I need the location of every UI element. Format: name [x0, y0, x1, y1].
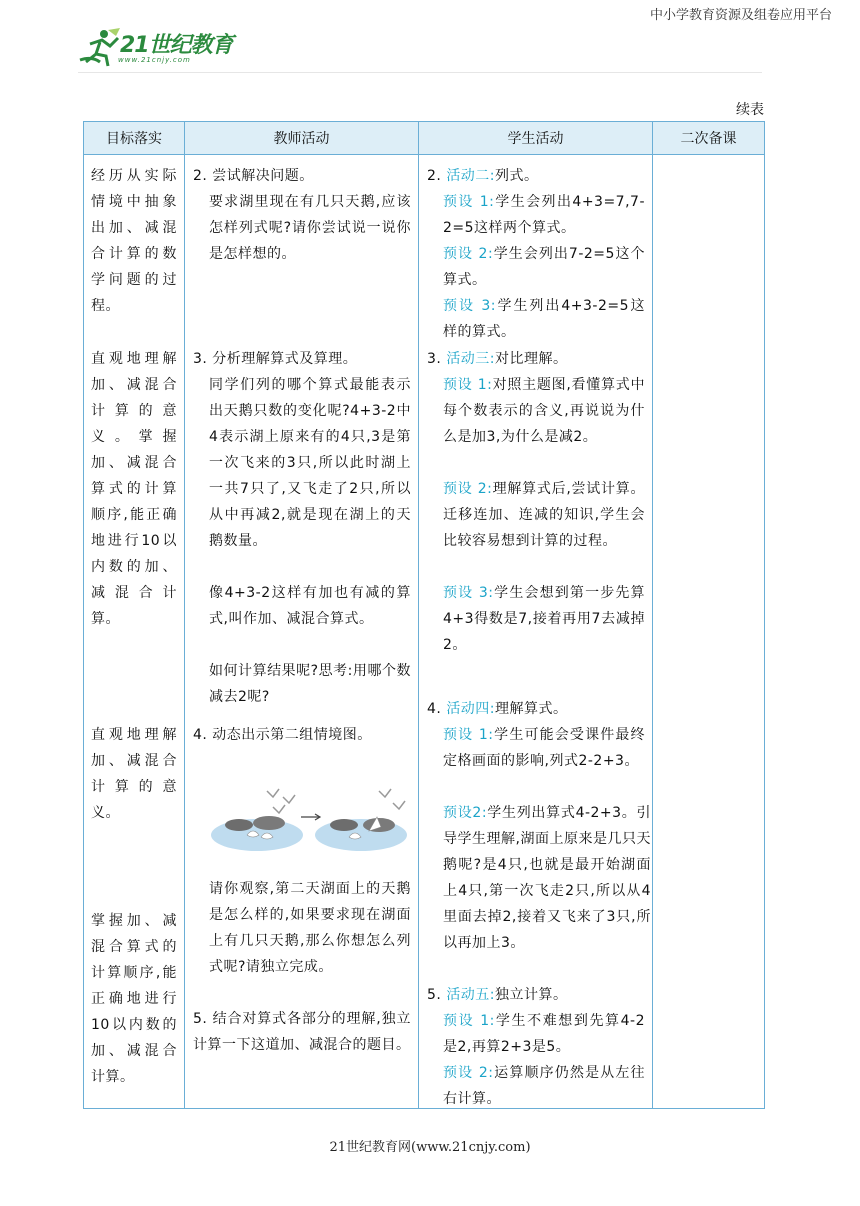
logo-url: www.21cnjy.com	[118, 56, 191, 64]
header-divider	[78, 72, 762, 73]
student-activity-5	[427, 982, 645, 1008]
logo-text: 21世纪教育	[120, 33, 233, 58]
header-student: 学生活动	[419, 122, 653, 155]
activity-title: 列式。	[495, 168, 539, 184]
preset-label: 预设 1:	[443, 377, 493, 393]
teacher-step-2-text: 要求湖里现在有几只天鹅,应该怎样列式呢?请你尝试说一说你是怎样想的。	[209, 194, 411, 262]
student-preset	[443, 476, 645, 554]
revision-cell	[653, 155, 765, 1109]
activity-number: 3.	[427, 351, 442, 367]
activity-title: 理解算式。	[495, 701, 568, 717]
preset-label: 预设 1:	[443, 194, 495, 210]
goal-2: 直观地理解加、减混合计算的意义。掌握加、减混合算式的计算顺序,能正确地进行10以内数的加、减混合计算。	[91, 351, 177, 627]
activity-title: 对比理解。	[495, 351, 568, 367]
header-revision: 二次备课	[653, 122, 765, 155]
preset-label: 预设 3:	[443, 298, 496, 314]
student-preset	[443, 189, 645, 241]
preset-label: 预设 1:	[443, 727, 494, 743]
header-goals: 目标落实	[84, 122, 185, 155]
preset-text: 学生会想到第一步先算4+3得数是7,接着再用7去减掉2。	[443, 585, 646, 653]
goals-cell	[84, 155, 185, 1109]
activity-label: 活动三:	[446, 351, 496, 367]
preset-label: 预设 2:	[443, 481, 493, 497]
platform-title: 中小学教育资源及组卷应用平台	[649, 8, 832, 23]
preset-text: 对照主题图,看懂算式中每个数表示的含义,再说说为什么是加3,为什么是减2。	[443, 377, 646, 445]
student-preset	[443, 722, 645, 774]
preset-text: 学生会列出4+3=7,7-2=5这样两个算式。	[443, 194, 646, 236]
activity-label: 活动二:	[446, 168, 496, 184]
preset-text: 学生会列出7-2=5这个算式。	[443, 246, 645, 288]
preset-text: 学生不难想到先算4-2是2,再算2+3是5。	[443, 1013, 645, 1055]
teacher-step-3-title: 3. 分析理解算式及算理。	[193, 351, 358, 367]
student-preset	[443, 241, 645, 293]
teacher-step-3-text: 同学们列的哪个算式最能表示出天鹅只数的变化呢?4+3-2中4表示湖上原来有的4只,3是第一次飞来的3只,所以此时湖上一共7只了,又飞走了2只,所以从中再减2,就是现在湖上的天鹅数量。	[209, 377, 411, 549]
student-preset	[443, 1060, 645, 1112]
teacher-step-3-definition: 像4+3-2这样有加也有减的算式,叫作加、减混合算式。	[209, 585, 411, 627]
activity-number: 5.	[427, 987, 442, 1003]
goal-4: 掌握加、减混合算式的计算顺序,能正确地进行10以内数的加、减混合计算。	[91, 913, 177, 1085]
logo	[78, 26, 278, 72]
swan-lake-image	[209, 783, 409, 855]
preset-label: 预设 3:	[443, 585, 494, 601]
teacher-step-4-text: 请你观察,第二天湖面上的天鹅是怎么样的,如果要求现在湖面上有几只天鹅,那么你想怎么列式呢?请独立完成。	[209, 881, 411, 975]
activity-label: 活动四:	[446, 701, 496, 717]
student-activity-3	[427, 346, 645, 372]
preset-label: 预设 2:	[443, 1065, 494, 1081]
table-row	[84, 155, 765, 1109]
goal-3: 直观地理解加、减混合计算的意义。	[91, 727, 177, 821]
preset-label: 预设2:	[443, 805, 488, 821]
teacher-step-4-title: 4. 动态出示第二组情境图。	[193, 727, 372, 743]
preset-label: 预设 2:	[443, 246, 494, 262]
activity-number: 4.	[427, 701, 442, 717]
preset-text: 理解算式后,尝试计算。迁移连加、连减的知识,学生会比较容易想到计算的过程。	[443, 481, 646, 549]
teacher-step-2-title: 2. 尝试解决问题。	[193, 168, 314, 184]
activity-label: 活动五:	[446, 987, 496, 1003]
student-preset	[443, 372, 645, 450]
student-preset	[443, 800, 651, 956]
student-cell	[419, 155, 653, 1109]
preset-text: 学生可能会受课件最终定格画面的影响,列式2-2+3。	[443, 727, 646, 769]
student-preset	[443, 1008, 645, 1060]
preset-text: 学生列出4+3-2=5这样的算式。	[443, 298, 645, 340]
table-header-row	[84, 122, 765, 155]
teacher-step-5: 5. 结合对算式各部分的理解,独立计算一下这道加、减混合的题目。	[193, 1011, 411, 1053]
student-activity-2	[427, 163, 645, 189]
teacher-step-3-question: 如何计算结果呢?思考:用哪个数减去2呢?	[209, 663, 411, 705]
runner-logo-icon	[78, 26, 122, 70]
student-preset	[443, 293, 645, 345]
preset-text: 运算顺序仍然是从左往右计算。	[443, 1065, 646, 1107]
student-activity-4	[427, 696, 645, 722]
lesson-table	[83, 121, 765, 1109]
footer: 21世纪教育网(www.21cnjy.com)	[329, 1140, 531, 1155]
goal-1: 经历从实际情境中抽象出加、减混合计算的数学问题的过程。	[91, 168, 177, 314]
teacher-cell	[185, 155, 419, 1109]
student-preset	[443, 580, 645, 658]
preset-label: 预设 1:	[443, 1013, 495, 1029]
header-teacher: 教师活动	[185, 122, 419, 155]
activity-title: 独立计算。	[495, 987, 568, 1003]
continued-label: 续表	[736, 102, 764, 118]
activity-number: 2.	[427, 168, 442, 184]
preset-text: 学生列出算式4-2+3。引导学生理解,湖面上原来是几只天鹅呢?是4只,也就是最开始湖面上4只,第一次飞走2只,所以从4里面去掉2,接着又飞来了3只,所以再加上3。	[443, 805, 651, 951]
